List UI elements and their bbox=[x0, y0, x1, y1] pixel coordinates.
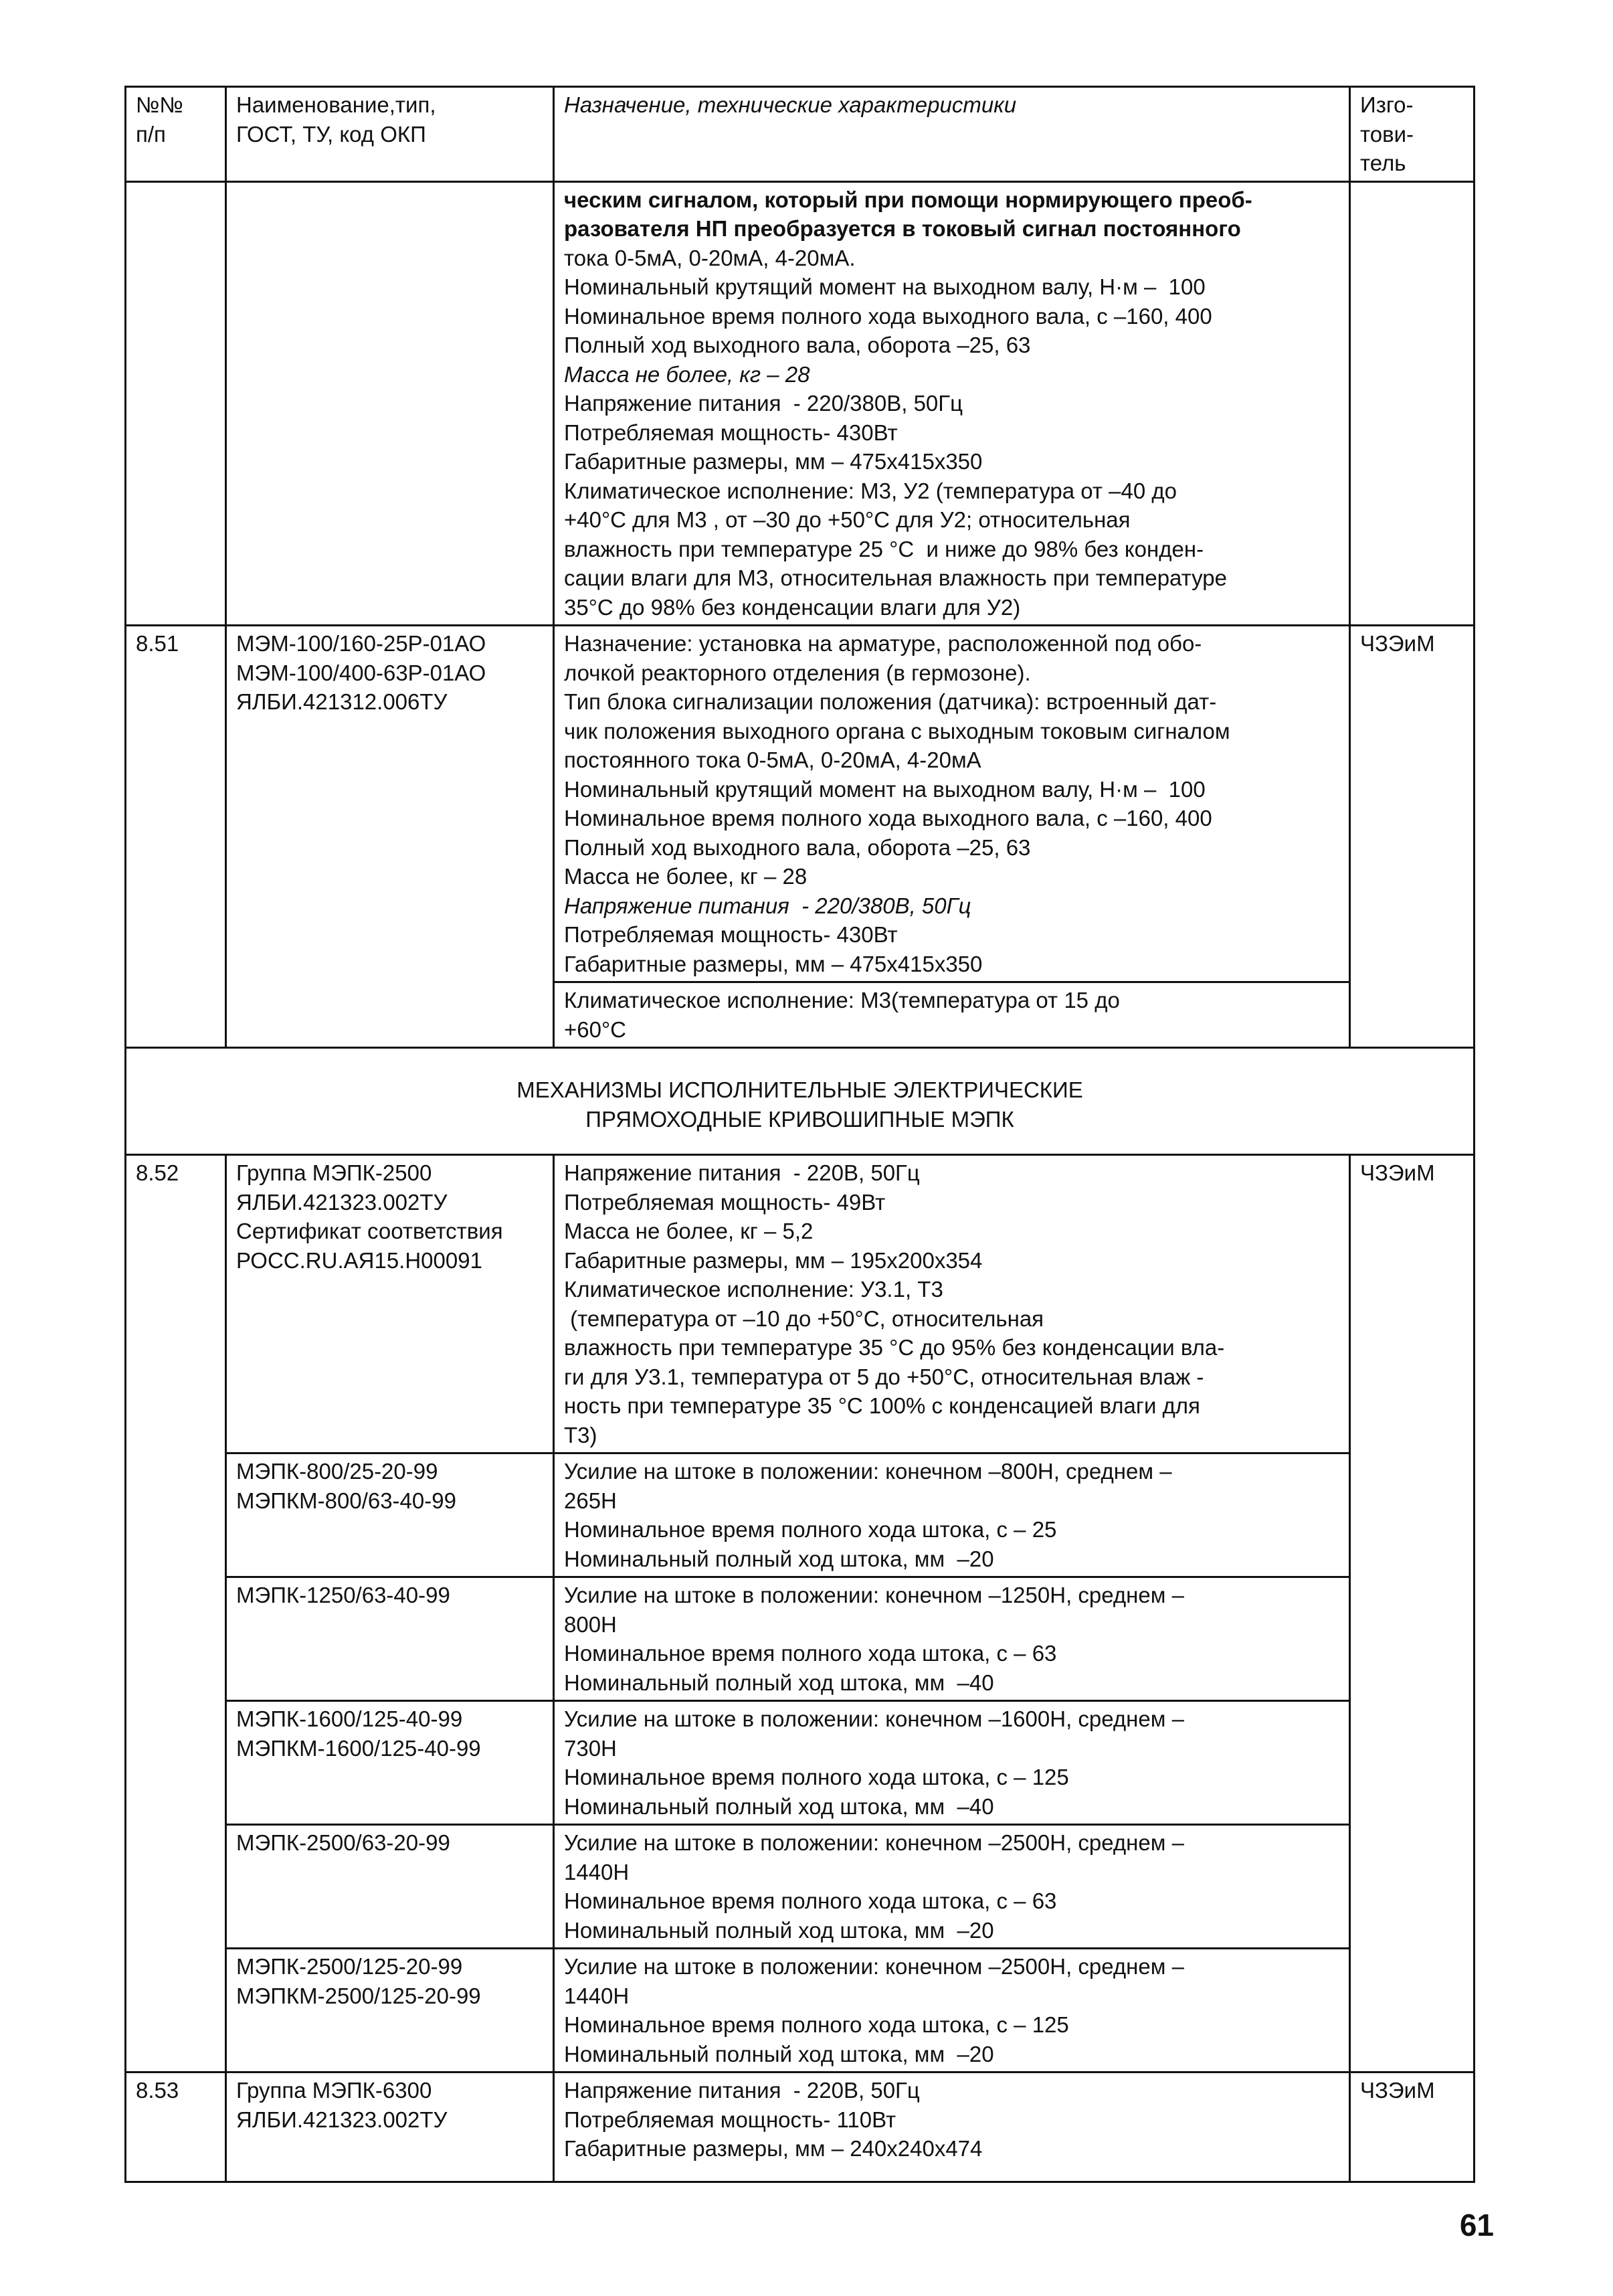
table-row bbox=[126, 181, 1475, 626]
subrow-desc: Усилие на штоке в положении: конечном –1250Н, среднем – 800Н Номинальное время полного хода штока, с – 63 Номинальный полный ход штока, мм –40 bbox=[554, 1577, 1350, 1701]
subrow-desc: Усилие на штоке в положении: конечном –2500Н, среднем – 1440Н Номинальное время полного хода штока, с – 125 Номинальный полный ход штока, мм –20 bbox=[554, 1949, 1350, 2072]
header-num: №№ п/п bbox=[126, 87, 226, 182]
table-subrow bbox=[126, 1949, 1475, 2072]
table-subrow bbox=[126, 1825, 1475, 1949]
subrow-desc: Усилие на штоке в положении: конечном –800Н, среднем – 265Н Номинальное время полного хода штока, с – 25 Номинальный полный ход штока, мм –20 bbox=[554, 1453, 1350, 1577]
row-desc-extra: Климатическое исполнение: М3(температура от 15 до +60°С bbox=[554, 982, 1350, 1048]
subrow-name: МЭПК-1600/125-40-99 МЭПКМ-1600/125-40-99 bbox=[226, 1701, 554, 1825]
row-desc: ческим сигналом, который при помощи нормирующего преоб- разователя НП преобразуется в токовый сигнал постоянного тока 0-5мА, 0-20мА, 4-20мА. Номинальный крутящий момент на выходном валу, Н·м – 100 Номинальное время полного хода выходного вала, с –160, 400 Полный ход выходного вала, оборота –25, 63 Масса не более, кг – 28 Напряжение питания - 220/380В, 50Гц Потребляемая мощность- 430Вт Габаритные размеры, мм – 475x415x350 Климатическое исполнение: М3, У2 (температура от –40 до +40°С для М3 , от –30 до +50°С для У2; относительная влажность при температуре 25 °С и ниже до 98% без конден- сации влаги для М3, относительная влажность при температуре 35°С до 98% без конденсации влаги для У2) bbox=[554, 181, 1350, 626]
subrow-desc: Усилие на штоке в положении: конечном –1600Н, среднем – 730Н Номинальное время полного хода штока, с – 125 Номинальный полный ход штока, мм –40 bbox=[554, 1701, 1350, 1825]
page-number: 61 bbox=[1459, 2208, 1494, 2242]
row-desc: Напряжение питания - 220В, 50Гц Потребляемая мощность- 110Вт Габаритные размеры, мм – 240x240x474 bbox=[554, 2072, 1350, 2182]
table-row bbox=[126, 1155, 1475, 1453]
header-name: Наименование,тип, ГОСТ, ТУ, код ОКП bbox=[226, 87, 554, 182]
subrow-desc: Усилие на штоке в положении: конечном –2500Н, среднем – 1440Н Номинальное время полного хода штока, с – 63 Номинальный полный ход штока, мм –20 bbox=[554, 1825, 1350, 1949]
row-maker bbox=[1350, 181, 1475, 626]
table-subrow bbox=[126, 1701, 1475, 1825]
table-subrow bbox=[126, 1453, 1475, 1577]
row-desc: Напряжение питания - 220В, 50Гц Потребляемая мощность- 49Вт Масса не более, кг – 5,2 Габаритные размеры, мм – 195x200x354 Климатическое исполнение: У3.1, Т3 (температура от –10 до +50°С, относительная влажность при температуре 35 °С до 95% без конденсации вла- ги для У3.1, температура от 5 до +50°С, относительная влаж - ность при температуре 35 °С 100% с конденсацией влаги для Т3) bbox=[554, 1155, 1350, 1453]
table-subrow bbox=[126, 1577, 1475, 1701]
row-maker: ЧЗЭиМ bbox=[1350, 2072, 1475, 2182]
row-maker: ЧЗЭиМ bbox=[1350, 626, 1475, 1048]
row-name: Группа МЭПК-6300 ЯЛБИ.421323.002ТУ bbox=[226, 2072, 554, 2182]
subrow-name: МЭПК-2500/125-20-99 МЭПКМ-2500/125-20-99 bbox=[226, 1949, 554, 2072]
row-num: 8.51 bbox=[126, 626, 226, 1048]
table-row bbox=[126, 626, 1475, 982]
header-maker: Изго- тови- тель bbox=[1350, 87, 1475, 182]
subrow-name: МЭПК-800/25-20-99 МЭПКМ-800/63-40-99 bbox=[226, 1453, 554, 1577]
row-desc: Назначение: установка на арматуре, расположенной под обо- лочкой реакторного отделения (в гермозоне). Тип блока сигнализации положения (датчика): встроенный дат- чик положения выходного органа с выходным токовым сигналом постоянного тока 0-5мА, 0-20мА, 4-20мА Номинальный крутящий момент на выходном валу, Н·м – 100 Номинальное время полного хода выходного вала, с –160, 400 Полный ход выходного вала, оборота –25, 63 Масса не более, кг – 28 Напряжение питания - 220/380В, 50Гц Потребляемая мощность- 430Вт Габаритные размеры, мм – 475x415x350 bbox=[554, 626, 1350, 982]
row-num bbox=[126, 181, 226, 626]
section-title: МЕХАНИЗМЫ ИСПОЛНИТЕЛЬНЫЕ ЭЛЕКТРИЧЕСКИЕ ПРЯМОХОДНЫЕ КРИВОШИПНЫЕ МЭПК bbox=[126, 1048, 1475, 1155]
row-name: МЭМ-100/160-25Р-01АО МЭМ-100/400-63Р-01АО ЯЛБИ.421312.006ТУ bbox=[226, 626, 554, 1048]
header-desc: Назначение, технические характеристики bbox=[554, 87, 1350, 182]
spec-table bbox=[124, 86, 1475, 2183]
subrow-name: МЭПК-2500/63-20-99 bbox=[226, 1825, 554, 1949]
row-maker: ЧЗЭиМ bbox=[1350, 1155, 1475, 2072]
row-name bbox=[226, 181, 554, 626]
row-name: Группа МЭПК-2500 ЯЛБИ.421323.002ТУ Сертификат соответствия РОСС.RU.АЯ15.Н00091 bbox=[226, 1155, 554, 1453]
subrow-name: МЭПК-1250/63-40-99 bbox=[226, 1577, 554, 1701]
table-header-row bbox=[126, 87, 1475, 182]
row-num: 8.52 bbox=[126, 1155, 226, 2072]
section-row bbox=[126, 1048, 1475, 1155]
table-row bbox=[126, 2072, 1475, 2182]
row-num: 8.53 bbox=[126, 2072, 226, 2182]
